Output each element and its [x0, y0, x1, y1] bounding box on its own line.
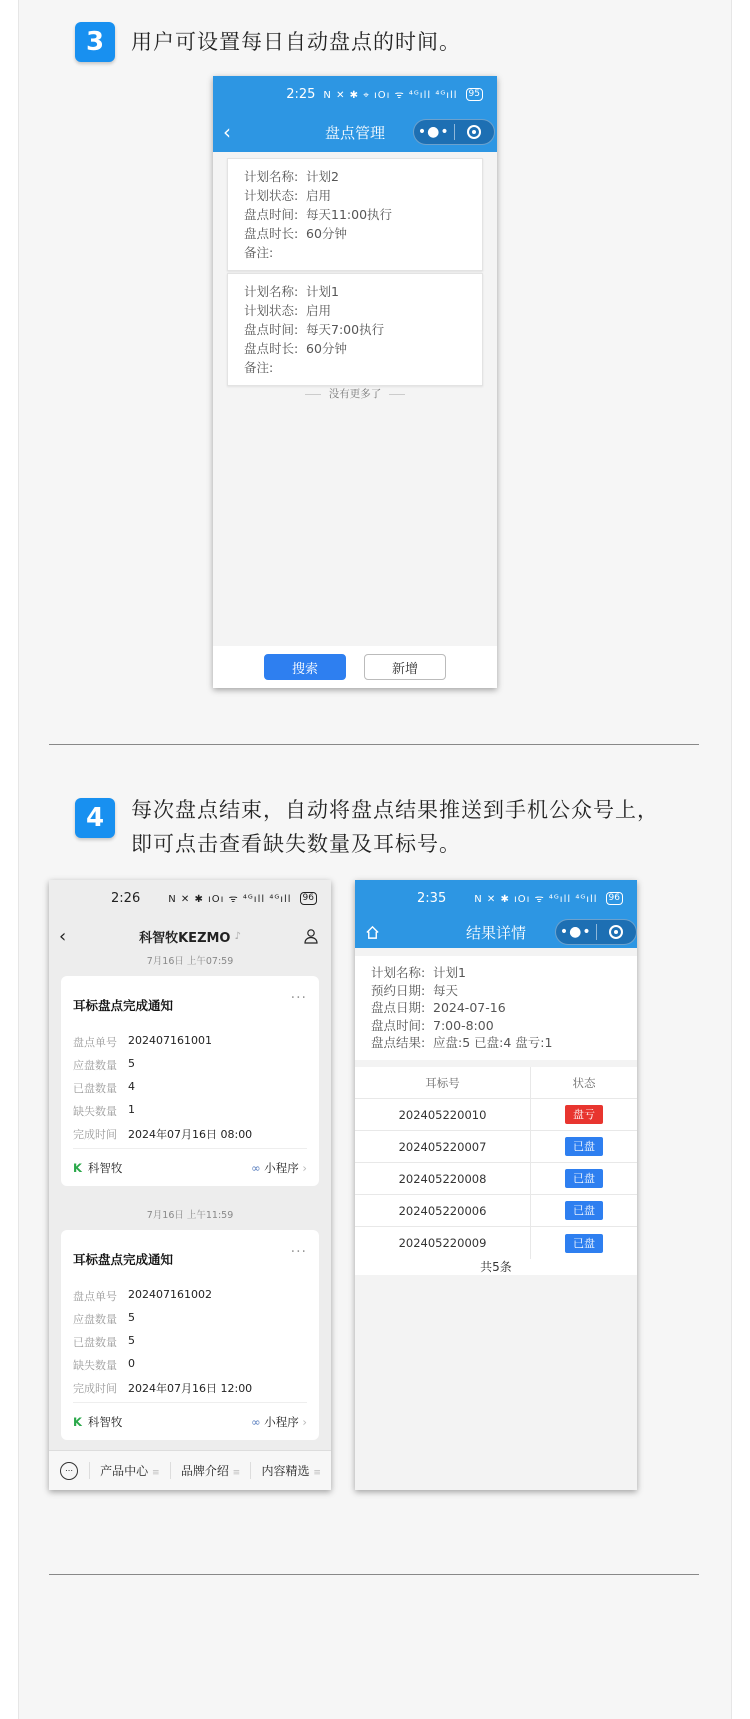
notification-card[interactable]: 耳标盘点完成通知 ··· 盘点单号 202407161002 应盘数量 5 已盘数量 5 缺失数量 0 完成时间 2024年07月16日 12:00 K 科智牧 ∞ 小程序 › — [61, 1230, 319, 1440]
menu-item-brand[interactable]: 品牌介绍 ≡ — [170, 1462, 251, 1479]
status-time: 2:26 — [111, 890, 141, 906]
mini-program-capsule — [413, 119, 495, 145]
home-icon[interactable] — [365, 925, 380, 940]
keyboard-icon[interactable]: ⋯ — [49, 1462, 89, 1480]
notification-title: 耳标盘点完成通知 — [73, 1252, 174, 1267]
table-row[interactable]: 202405220008 已盘 — [355, 1163, 637, 1195]
section-divider — [49, 1574, 699, 1575]
mini-program-capsule — [555, 919, 637, 945]
more-menu-icon[interactable]: •●• — [417, 124, 450, 140]
menu-item-products[interactable]: 产品中心 ≡ — [89, 1462, 170, 1479]
status-bar — [355, 880, 637, 916]
total-count: 共5条 — [480, 1260, 512, 1274]
step-4-text-line2: 即可点击查看缺失数量及耳标号。 — [131, 832, 461, 856]
card-footer — [73, 1402, 307, 1440]
result-info: 计划名称: 计划1 预约日期: 每天 盘点日期: 2024-07-16 盘点时间: 7:00-8:00 盘点结果: 应盘:5 已盘:4 盘亏:1 — [355, 956, 637, 1060]
card-footer — [73, 1148, 307, 1186]
step-4-text-line1: 每次盘点结束，自动将盘点结果推送到手机公众号上， — [131, 798, 659, 822]
status-bar — [213, 76, 497, 112]
close-miniprogram-icon[interactable] — [597, 925, 637, 939]
brand-name: 科智牧 — [87, 1160, 123, 1175]
table-row[interactable]: 202405220010 盘亏 — [355, 1099, 637, 1131]
more-icon[interactable]: ··· — [290, 990, 307, 1006]
status-bar — [49, 880, 331, 916]
status-icons: N ✕ ✱ ⌖ ıOı ᯤ ⁴ᴳıll ⁴ᴳıll — [323, 90, 458, 101]
mini-program-link[interactable]: ∞ 小程序 › — [250, 1160, 307, 1175]
brand-logo-icon: K — [73, 1160, 82, 1175]
brand-name: 科智牧 — [87, 1414, 123, 1429]
status-icons: N ✕ ✱ ıOı ᯤ ⁴ᴳıll ⁴ᴳıll — [474, 894, 598, 905]
close-miniprogram-icon[interactable] — [455, 125, 495, 139]
link-icon: ∞ — [250, 1160, 261, 1175]
plan-card[interactable]: 计划名称: 计划2 计划状态: 启用 盘点时间: 每天11:00执行 盘点时长: 60分钟 备注: — [227, 158, 483, 271]
article-page — [18, 0, 732, 1719]
table-header: 耳标号 状态 — [355, 1067, 637, 1099]
page-title: 结果详情 — [465, 923, 526, 942]
back-arrow-icon[interactable]: ‹ — [59, 925, 67, 947]
result-detail-screenshot — [355, 880, 637, 1490]
step-3-badge: 3 — [75, 22, 115, 62]
back-arrow-icon[interactable]: ‹ — [223, 120, 231, 144]
nav-bar — [213, 112, 497, 152]
status-icons: N ✕ ✱ ıOı ᯤ ⁴ᴳıll ⁴ᴳıll — [168, 894, 292, 905]
status-badge: 已盘 — [565, 1234, 603, 1253]
account-name: 科智牧KEZMO — [139, 930, 231, 946]
menu-item-content[interactable]: 内容精选 ≡ — [250, 1462, 331, 1479]
more-icon[interactable]: ··· — [290, 1244, 307, 1260]
table-row[interactable]: 202405220006 已盘 — [355, 1195, 637, 1227]
bottom-toolbar — [213, 646, 497, 688]
battery-icon: 96 — [606, 892, 623, 905]
page-title: 盘点管理 — [324, 123, 385, 142]
message-date: 7月16日 上午11:59 — [146, 1210, 234, 1221]
step-4-badge: 4 — [75, 798, 115, 838]
step-3-text: 用户可设置每日自动盘点的时间。 — [131, 30, 461, 54]
account-menu-bar — [49, 1450, 331, 1490]
plan-card[interactable]: 计划名称: 计划1 计划状态: 启用 盘点时间: 每天7:00执行 盘点时长: 60分钟 备注: — [227, 273, 483, 386]
more-menu-icon[interactable]: •●• — [559, 924, 592, 940]
section-divider — [49, 744, 699, 745]
table-row[interactable]: 202405220009 已盘 — [355, 1227, 637, 1259]
table-row[interactable]: 202405220007 已盘 — [355, 1131, 637, 1163]
plan-management-screenshot — [213, 76, 497, 688]
no-more-text: 没有更多了 — [213, 386, 497, 401]
search-button[interactable]: 搜索 — [264, 654, 346, 680]
status-time: 2:25 — [286, 86, 316, 102]
link-icon: ∞ — [250, 1414, 261, 1429]
notification-title: 耳标盘点完成通知 — [73, 998, 174, 1013]
status-time: 2:35 — [417, 890, 447, 906]
profile-icon[interactable] — [303, 928, 319, 944]
notification-card[interactable]: 耳标盘点完成通知 ··· 盘点单号 202407161001 应盘数量 5 已盘数量 4 缺失数量 1 完成时间 2024年07月16日 08:00 K 科智牧 ∞ 小程序 › — [61, 976, 319, 1186]
status-badge: 盘亏 — [565, 1105, 603, 1124]
mini-program-link[interactable]: ∞ 小程序 › — [250, 1414, 307, 1429]
status-badge: 已盘 — [565, 1169, 603, 1188]
status-badge: 已盘 — [565, 1201, 603, 1220]
battery-icon: 95 — [466, 88, 483, 101]
add-button[interactable]: 新增 — [364, 654, 446, 680]
message-date: 7月16日 上午07:59 — [146, 956, 234, 967]
brand-logo-icon: K — [73, 1414, 82, 1429]
mute-bell-icon: ♪ — [234, 930, 241, 942]
result-table — [355, 1067, 637, 1275]
wechat-notification-screenshot — [49, 880, 331, 1490]
nav-bar — [355, 912, 637, 952]
status-badge: 已盘 — [565, 1137, 603, 1156]
chat-nav-bar — [49, 916, 331, 956]
battery-icon: 96 — [300, 892, 317, 905]
